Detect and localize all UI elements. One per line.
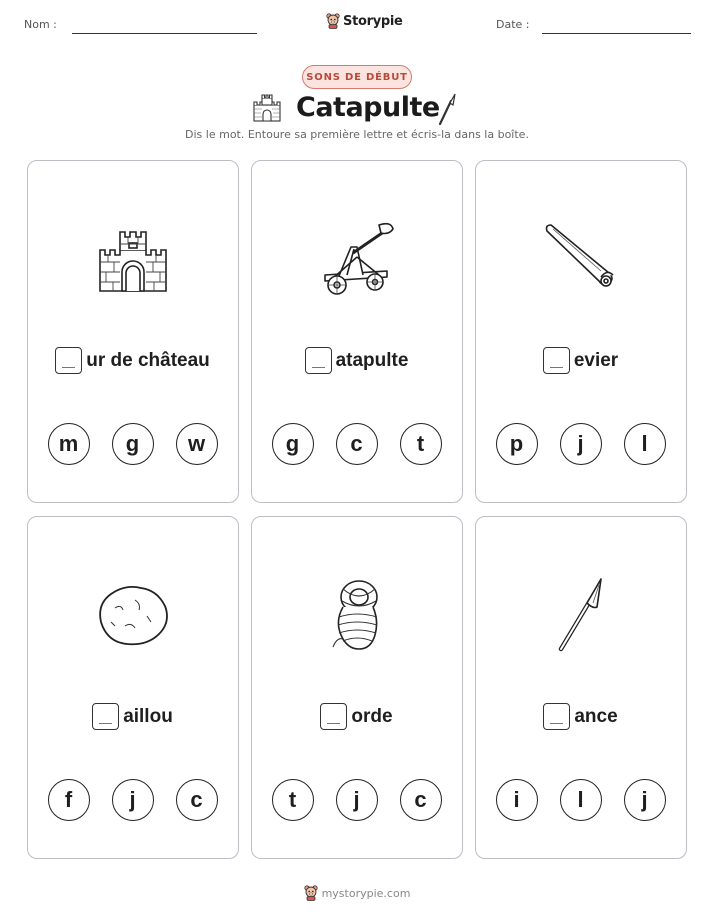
letter-choices (476, 779, 685, 821)
word-row (476, 703, 685, 730)
date-label: Date : (496, 18, 530, 31)
spear-icon (553, 577, 609, 653)
name-label: Nom : (24, 18, 57, 31)
letter-choice[interactable]: c (336, 423, 378, 465)
letter-choice[interactable]: l (624, 423, 666, 465)
letter-choice[interactable]: g (272, 423, 314, 465)
footer-url[interactable]: mystorypie.com (321, 886, 411, 900)
bear-mascot-icon (326, 13, 340, 29)
date-line[interactable] (542, 33, 691, 34)
page-title: Catapulte (296, 92, 440, 123)
word-ending: aillou (123, 705, 173, 727)
letter-choice[interactable]: t (272, 779, 314, 821)
letter-choices (28, 423, 237, 465)
card-picture (28, 219, 237, 299)
name-line[interactable] (72, 33, 257, 34)
letter-choice[interactable]: l (560, 779, 602, 821)
card-picture (252, 575, 461, 655)
catapult-icon (317, 219, 397, 299)
letter-choice[interactable]: w (176, 423, 218, 465)
card-picture (476, 575, 685, 655)
word-ending: evier (573, 349, 619, 371)
word-card (27, 516, 239, 859)
letter-choice[interactable]: m (48, 423, 90, 465)
instructions: Dis le mot. Entoure sa première lettre et écris-la dans la boîte. (185, 128, 529, 141)
word-ending: atapulte (335, 349, 409, 371)
spear-icon (436, 92, 458, 126)
brand-name: Storypie (343, 13, 403, 29)
word-card (27, 160, 239, 503)
word-row (28, 347, 237, 374)
letter-choice[interactable]: g (112, 423, 154, 465)
letter-choice[interactable]: t (400, 423, 442, 465)
answer-box[interactable] (543, 347, 570, 374)
letter-choice[interactable]: f (48, 779, 90, 821)
word-row (28, 703, 237, 730)
bear-mascot-icon (304, 885, 318, 901)
word-ending: ance (574, 705, 618, 727)
letter-choices (252, 423, 461, 465)
letter-choice[interactable]: c (400, 779, 442, 821)
rope-icon (329, 577, 385, 653)
pebble-icon (95, 582, 171, 648)
card-picture (476, 219, 685, 299)
brand-logo (326, 13, 403, 29)
letter-choice[interactable]: c (176, 779, 218, 821)
castle-icon (252, 93, 282, 123)
word-card (475, 160, 687, 503)
answer-box[interactable] (305, 347, 332, 374)
answer-box[interactable] (55, 347, 82, 374)
letter-choices (28, 779, 237, 821)
letter-choices (476, 423, 685, 465)
castle-wall-icon (98, 224, 168, 294)
word-row (252, 347, 461, 374)
word-row (252, 703, 461, 730)
card-picture (28, 575, 237, 655)
word-card (251, 516, 463, 859)
word-card (251, 160, 463, 503)
letter-choices (252, 779, 461, 821)
word-card (475, 516, 687, 859)
answer-box[interactable] (92, 703, 119, 730)
letter-choice[interactable]: j (624, 779, 666, 821)
letter-choice[interactable]: j (112, 779, 154, 821)
card-picture (252, 219, 461, 299)
title-row (0, 90, 714, 126)
word-ending: orde (351, 705, 393, 727)
letter-choice[interactable]: j (336, 779, 378, 821)
answer-box[interactable] (320, 703, 347, 730)
word-row (476, 347, 685, 374)
letter-choice[interactable]: j (560, 423, 602, 465)
lever-icon (543, 221, 619, 297)
answer-box[interactable] (543, 703, 570, 730)
word-ending: ur de château (86, 349, 210, 371)
footer (0, 885, 714, 901)
category-badge: SONS DE DÉBUT (302, 65, 412, 89)
letter-choice[interactable]: i (496, 779, 538, 821)
letter-choice[interactable]: p (496, 423, 538, 465)
